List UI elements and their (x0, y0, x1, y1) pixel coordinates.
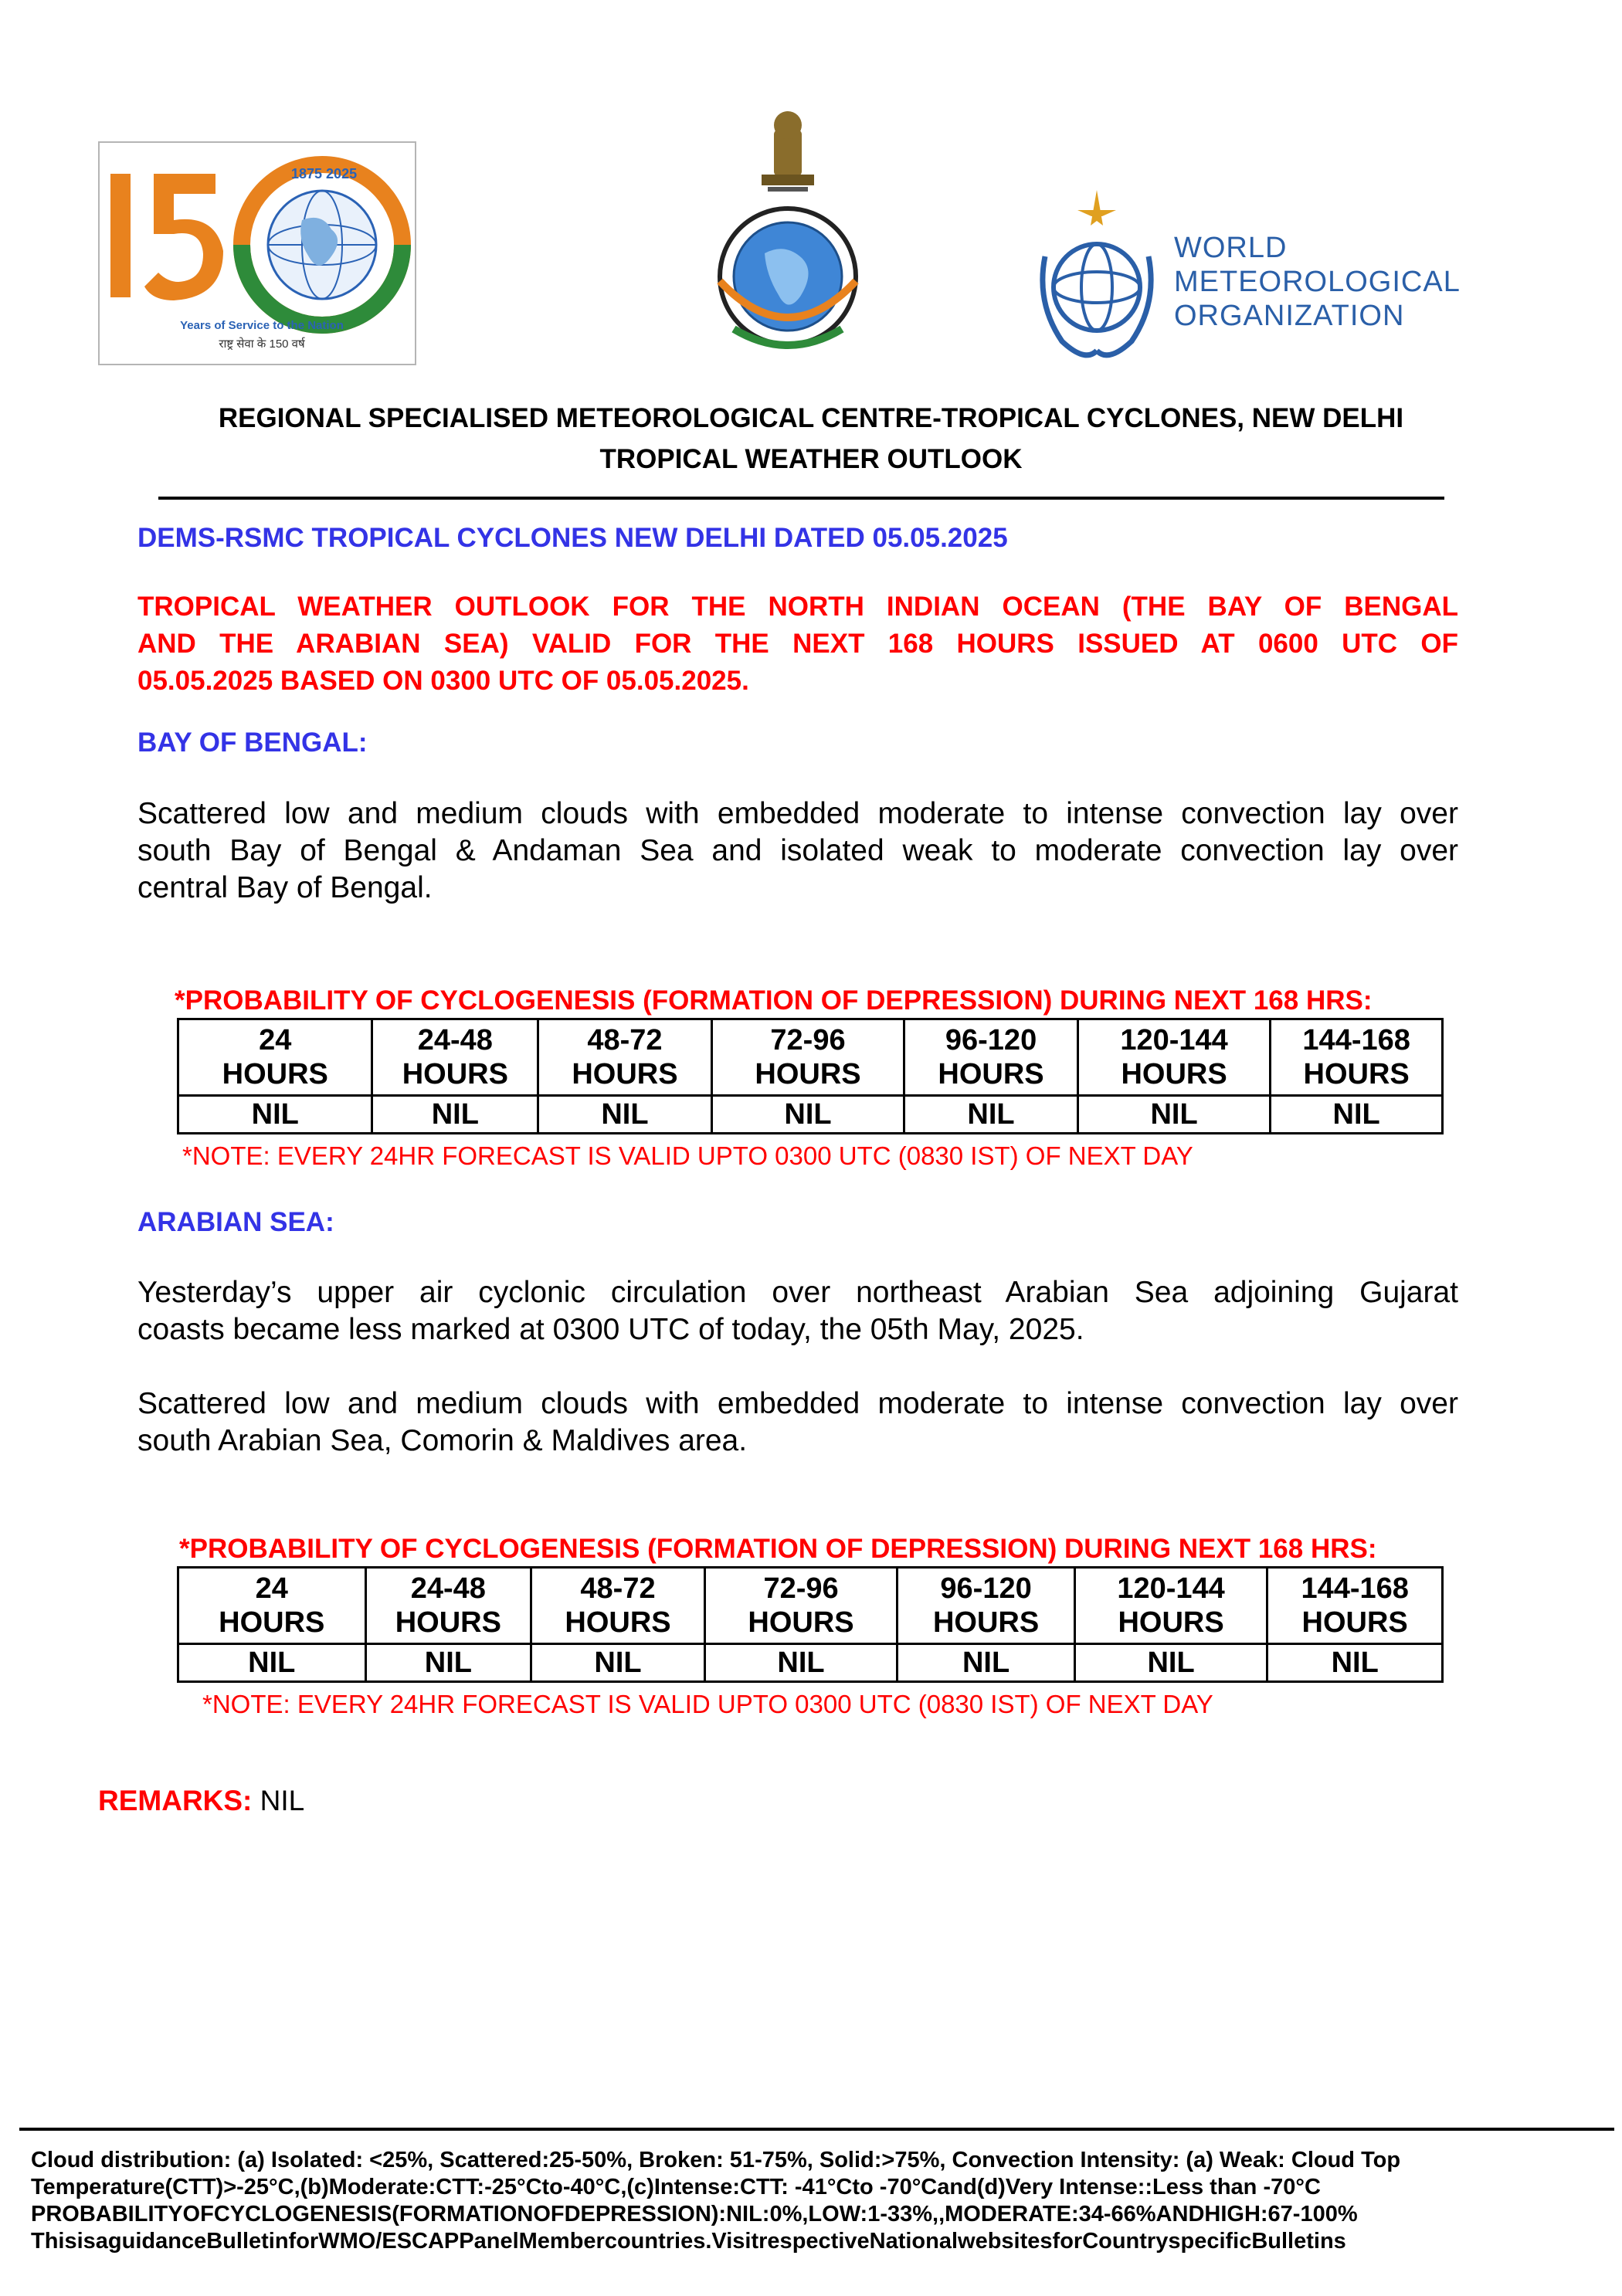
outlook-description-line: 05.05.2025 BASED ON 0300 UTC OF 05.05.2025. (137, 666, 749, 696)
table-header-cell: 72-96 HOURS (704, 1568, 897, 1644)
paragraph-line: south Bay of Bengal & Andaman Sea and isolated weak to moderate convection lay over (137, 834, 1458, 867)
paragraph-line: south Arabian Sea, Comorin & Maldives area. (137, 1424, 748, 1457)
imd-150-tagline-hindi: राष्ट्र सेवा के 150 वर्ष (219, 337, 305, 351)
outlook-description-line: AND THE ARABIAN SEA) VALID FOR THE NEXT 168 HOURS ISSUED AT 0600 UTC OF (137, 629, 1458, 659)
paragraph-line: Scattered low and medium clouds with embedded moderate to intense convection lay over (137, 797, 1458, 830)
table-header-cell: 48-72 HOURS (538, 1019, 712, 1096)
table-cell: NIL (711, 1096, 904, 1134)
wmo-emblem-icon (1031, 187, 1162, 365)
wmo-name-line2: METEOROLOGICAL (1174, 266, 1461, 298)
table-header-cell: 144-168 HOURS (1271, 1019, 1443, 1096)
footer-cloud-distribution: Cloud distribution: (a) Isolated: <25%, Scattered:25-50%, Broken: 51-75%, Solid:>75%, Convection Intensity: (a) Weak: Cloud Top (31, 2148, 1401, 2172)
imd-emblem-icon (711, 107, 865, 369)
as-probability-table (177, 1566, 1444, 1683)
table-header-row (178, 1019, 1443, 1096)
outlook-description (137, 588, 1458, 700)
wmo-name-line3: ORGANIZATION (1174, 300, 1405, 332)
table-header-cell: 120-144 HOURS (1077, 1019, 1270, 1096)
table-header-cell: 144-168 HOURS (1267, 1568, 1443, 1644)
paragraph-line: coasts became less marked at 0300 UTC of today, the 05th May, 2025. (137, 1313, 1084, 1346)
imd-150-years-logo (98, 141, 416, 365)
table-cell: NIL (1267, 1644, 1443, 1682)
bay-of-bengal-heading: BAY OF BENGAL: (137, 727, 368, 758)
table-header-row (178, 1568, 1443, 1644)
table-row (178, 1096, 1443, 1134)
table-header-cell: 72-96 HOURS (711, 1019, 904, 1096)
header-divider (158, 497, 1444, 500)
table-header-cell: 24 HOURS (178, 1568, 366, 1644)
table-header-cell: 24 HOURS (178, 1019, 372, 1096)
remarks (98, 1785, 304, 1817)
bob-probability-table (177, 1018, 1444, 1134)
paragraph-line: Yesterday’s upper air cyclonic circulation over northeast Arabian Sea adjoining Gujarat (137, 1276, 1458, 1309)
svg-text:1875 2025: 1875 2025 (291, 166, 358, 181)
table-cell: NIL (178, 1096, 372, 1134)
table-cell: NIL (1271, 1096, 1443, 1134)
footer-divider (19, 2128, 1614, 2131)
wmo-logo (1031, 187, 1464, 365)
table-header-cell: 120-144 HOURS (1074, 1568, 1267, 1644)
table-row (178, 1644, 1443, 1682)
outlook-description-line: TROPICAL WEATHER OUTLOOK FOR THE NORTH INDIAN OCEAN (THE BAY OF BENGAL (137, 592, 1458, 622)
arabian-sea-paragraph-1 (137, 1274, 1458, 1348)
bay-of-bengal-paragraph (137, 795, 1458, 907)
wmo-name-line1: WORLD (1174, 232, 1288, 264)
table-cell: NIL (538, 1096, 712, 1134)
table-header-cell: 24-48 HOURS (372, 1019, 538, 1096)
table-header-cell: 96-120 HOURS (898, 1568, 1075, 1644)
paragraph-line: Scattered low and medium clouds with embedded moderate to intense convection lay over (137, 1387, 1458, 1420)
table-cell: NIL (898, 1644, 1075, 1682)
table-cell: NIL (531, 1644, 705, 1682)
table-header-cell: 96-120 HOURS (904, 1019, 1078, 1096)
table-cell: NIL (372, 1096, 538, 1134)
dems-dated-line: DEMS-RSMC TROPICAL CYCLONES NEW DELHI DATED 05.05.2025 (137, 523, 1008, 553)
footer-probability-scale: PROBABILITYOFCYCLOGENESIS(FORMATIONOFDEPRESSION):NIL:0%,LOW:1-33%,,MODERATE:34-66%ANDHIGH:67-100% (31, 2202, 1358, 2226)
footer-temperature: Temperature(CTT)>-25°C,(b)Moderate:CTT:-25°Cto-40°C,(c)Intense:CTT: -41°Cto -70°Cand(d)Very Intense::Less than -70°C (31, 2175, 1321, 2199)
centre-title: REGIONAL SPECIALISED METEOROLOGICAL CENTRE-TROPICAL CYCLONES, NEW DELHI (218, 403, 1404, 433)
bob-probability-title: *PROBABILITY OF CYCLOGENESIS (FORMATION OF DEPRESSION) DURING NEXT 168 HRS: (175, 985, 1373, 1016)
as-forecast-note: *NOTE: EVERY 24HR FORECAST IS VALID UPTO 0300 UTC (0830 IST) OF NEXT DAY (202, 1690, 1213, 1718)
arabian-sea-heading: ARABIAN SEA: (137, 1207, 334, 1237)
footer-guidance: ThisisaguidanceBulletinforWMO/ESCAPPanelMembercountries.VisitrespectiveNationalwebsitesforCountryspecificBulletins (31, 2229, 1346, 2254)
paragraph-line: central Bay of Bengal. (137, 871, 433, 904)
table-cell: NIL (1074, 1644, 1267, 1682)
table-cell: NIL (365, 1644, 531, 1682)
as-probability-title: *PROBABILITY OF CYCLOGENESIS (FORMATION OF DEPRESSION) DURING NEXT 168 HRS: (179, 1534, 1377, 1564)
table-header-cell: 24-48 HOURS (365, 1568, 531, 1644)
table-cell: NIL (1077, 1096, 1270, 1134)
bob-forecast-note: *NOTE: EVERY 24HR FORECAST IS VALID UPTO 0300 UTC (0830 IST) OF NEXT DAY (182, 1141, 1193, 1170)
imd-150-tagline: Years of Service to the Nation (180, 319, 344, 332)
table-cell: NIL (704, 1644, 897, 1682)
table-cell: NIL (178, 1644, 366, 1682)
remarks-label: REMARKS: (98, 1785, 253, 1816)
remarks-value: NIL (260, 1785, 305, 1816)
table-cell: NIL (904, 1096, 1078, 1134)
outlook-title: TROPICAL WEATHER OUTLOOK (599, 444, 1023, 474)
table-header-cell: 48-72 HOURS (531, 1568, 705, 1644)
arabian-sea-paragraph-2 (137, 1385, 1458, 1460)
